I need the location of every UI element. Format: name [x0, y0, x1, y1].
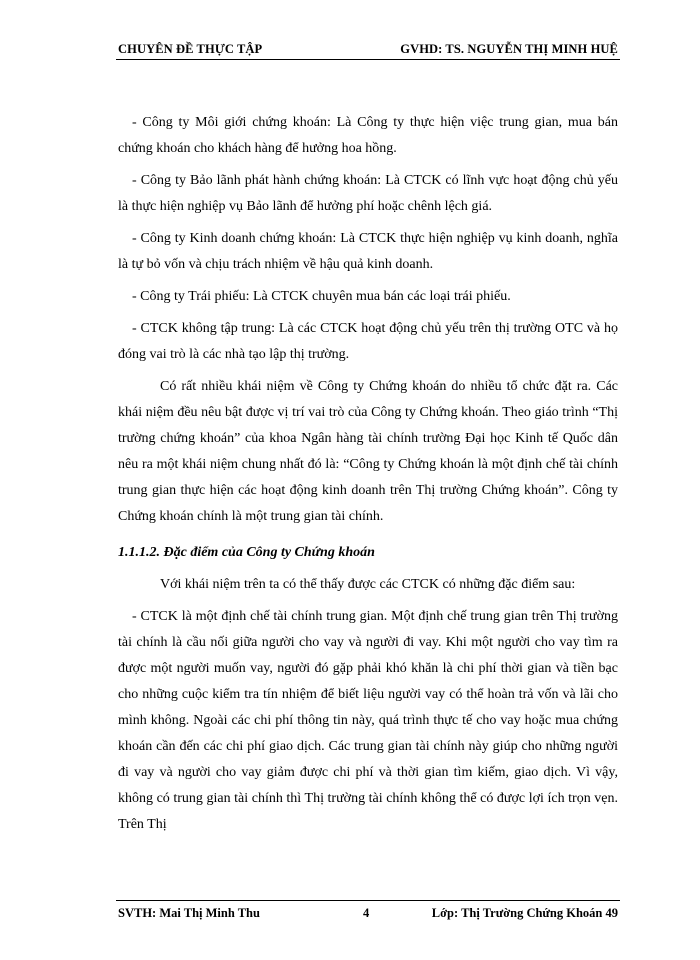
page-footer	[118, 903, 618, 923]
document-body	[118, 110, 618, 838]
footer-student: SVTH: Mai Thị Minh Thu	[118, 906, 260, 920]
paragraph-definition: Có rất nhiều khái niệm về Công ty Chứng khoán do nhiều tổ chức đặt ra. Các khái niệm đều nêu bật được vị trí vai trò của Công ty Chứng khoán. Theo giáo trình “Thị trường chứng khoán” của khoa Ngân hàng tài chính trường Đại học Kinh tế Quốc dân nêu ra một khái niệm chung nhất đó là: “Công ty Chứng khoán là một định chế tài chính trung gian thực hiện các hoạt động kinh doanh trên Thị trường Chứng khoán”. Công ty Chứng khoán chính là một trung gian tài chính.	[118, 379, 618, 524]
paragraph-broker-company: - Công ty Môi giới chứng khoán: Là Công ty thực hiện việc trung gian, mua bán chứng khoán cho khách hàng để hưởng hoa hồng.	[118, 115, 618, 156]
section-heading: 1.1.1.2. Đặc điểm của Công ty Chứng khoán	[118, 545, 375, 560]
footer-class: Lớp: Thị Trường Chứng Khoán 49	[431, 906, 618, 920]
footer-divider	[116, 900, 620, 901]
paragraph-intro: Với khái niệm trên ta có thể thấy được các CTCK có những đặc điểm sau:	[160, 577, 576, 592]
paragraph-bond-company: - Công ty Trái phiếu: Là CTCK chuyên mua bán các loại trái phiếu.	[132, 289, 511, 304]
paragraph-underwriting-company: - Công ty Bảo lãnh phát hành chứng khoán: Là CTCK có lĩnh vực hoạt động chủ yếu là thực hiện nghiệp vụ Bảo lãnh để hưởng phí hoặc chênh lệch giá.	[118, 173, 618, 214]
page-header	[118, 38, 618, 60]
header-advisor: GVHD: TS. NGUYỄN THỊ MINH HUỆ	[400, 42, 618, 56]
paragraph-characteristics: - CTCK là một định chế tài chính trung gian. Một định chế trung gian trên Thị trường tài chính là cầu nối giữa người cho vay và người đi vay. Khi một người cho vay tìm ra được một người muốn vay, người đó gặp phải khó khăn là chi phí thời gian và tiền bạc cho những cuộc kiểm tra tín nhiệm để biết liệu người vay có thể hoàn trả vốn và lãi cho mình không. Ngoài các chi phí thông tin này, quá trình thực tế cho vay hoặc mua chứng khoán cần đến các chi phí giao dịch. Các trung gian tài chính này giúp cho những người đi vay và người cho vay giảm được chi phí và thời gian tìm kiếm, giao dịch. Vì vậy, không có trung gian tài chính thì Thị trường tài chính không thể có được lợi ích trọn vẹn. Trên Thị	[118, 609, 618, 832]
header-divider	[116, 59, 620, 60]
header-title: CHUYÊN ĐỀ THỰC TẬP	[118, 42, 263, 56]
paragraph-otc-company: - CTCK không tập trung: Là các CTCK hoạt động chủ yếu trên thị trường OTC và họ đóng vai trò là các nhà tạo lập thị trường.	[118, 321, 618, 362]
page-number: 4	[363, 906, 370, 920]
paragraph-dealing-company: - Công ty Kinh doanh chứng khoán: Là CTCK thực hiện nghiệp vụ kinh doanh, nghĩa là tự bỏ vốn và chịu trách nhiệm về hậu quả kinh doanh.	[118, 231, 618, 272]
